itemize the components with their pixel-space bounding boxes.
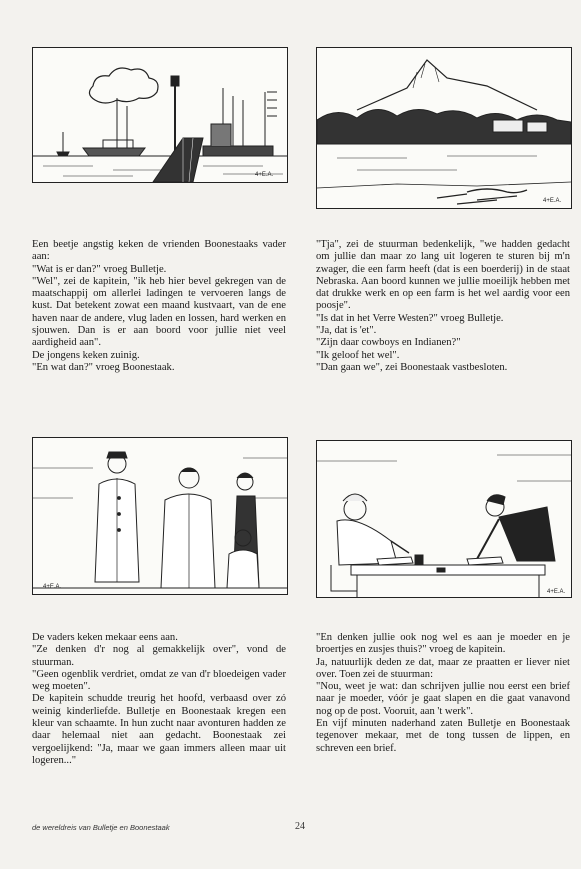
paragraph: "Ja, dat is 'et".: [316, 325, 377, 337]
paragraph: Een beetje angstig keken de vrienden Boonestaaks vader aan:: [32, 239, 286, 263]
illustration-mountain: [316, 47, 572, 209]
paragraph: "En denken jullie ook nog wel es aan je moeder en je broertjes en zusjes thuis?" vroeg de kapitein.: [316, 632, 570, 656]
panel-signature: 4+E.A.: [255, 172, 274, 178]
panel-signature: 4+E.A.: [547, 589, 566, 595]
paragraph: "Zijn daar cowboys en Indianen?": [316, 337, 461, 349]
paragraph: "Wel", zei de kapitein, "ik heb hier bevel gekregen van de maatschappij om allerlei ladingen te vervoeren langs de kust. Dat betekent zowat een maand kustvaart, van de ene haven naar de andere, vlug laden en lossen, hard werken en sjouwen. Dan is er aan boord voor jullie niet veel aardigheid aan".: [32, 275, 286, 349]
paragraph: "Wat is er dan?" vroeg Bulletje.: [32, 263, 167, 275]
panel-signature: 4+E.A.: [43, 584, 62, 590]
paragraph: "Geen ogenblik verdriet, omdat ze van d'r bloedeigen vader weg moeten".: [32, 668, 286, 693]
illustration-harbor: [32, 47, 288, 183]
paragraph: "Ze denken d'r nog al gemakkelijk over", vond de stuurman.: [32, 644, 286, 668]
illustration-fathers: [32, 437, 288, 595]
writing-drawing: [317, 441, 571, 597]
page-number: 24: [295, 821, 305, 832]
paragraph: De jongens keken zuinig.: [32, 349, 140, 361]
paragraph: "Tja", zei de stuurman bedenkelijk, "we hadden gedacht om jullie dan maar zo lang uit logeren te sturen bij m'n zwager, die een farm heeft (dat is een boerderij) in de staat Nebraska. Aan boord kunnen we jullie moeilijk hebben met dat drukke werk en op een farm is het wel aardig voor een poosje".: [316, 239, 570, 312]
harbor-drawing: [33, 48, 287, 182]
book-title-footer: de wereldreis van Bulletje en Boonestaak: [32, 823, 170, 832]
paragraph: En vijf minuten naderhand zaten Bulletje en Boonestaak tegenover mekaar, met de tong tussen de lippen, en schreven een brief.: [316, 718, 570, 754]
paragraph: De kapitein schudde treurig het hoofd, verbaasd over zó weinig kinderliefde. Bulletje en Boonestaak kregen een kleur van schaamte. In hun zucht naar avonturen hadden ze daar helemaal niet aan gedacht. Boonestaak zei vergoelijkend: "Ja, maar we gaan immers alleen maar uit logeren...": [32, 693, 286, 766]
story-text-block: [316, 239, 570, 374]
paragraph: "Is dat in het Verre Westen?" vroeg Bulletje.: [316, 312, 504, 324]
paragraph: "Dan gaan we", zei Boonestaak vastbesloten.: [316, 361, 508, 373]
illustration-writing-table: [316, 440, 572, 598]
fathers-drawing: [33, 438, 287, 594]
story-text-block: [32, 632, 286, 767]
story-text-block: [32, 239, 286, 374]
story-text-block: [316, 632, 570, 755]
panel-signature: 4+E.A.: [543, 198, 562, 204]
paragraph: Ja, natuurlijk deden ze dat, maar ze praatten er liever niet over. Toen zei de stuurman:: [316, 656, 570, 680]
paragraph: "Ik geloof het wel".: [316, 349, 400, 361]
mountain-drawing: [317, 48, 571, 208]
paragraph: "Nou, weet je wat: dan schrijven jullie nou eerst een brief naar je moeder, vóór je gaat slapen en die gaat vanavond nog op de post. Vooruit, aan 't werk".: [316, 681, 570, 717]
paragraph: De vaders keken mekaar eens aan.: [32, 632, 178, 643]
paragraph: "En wat dan?" vroeg Boonestaak.: [32, 361, 175, 373]
